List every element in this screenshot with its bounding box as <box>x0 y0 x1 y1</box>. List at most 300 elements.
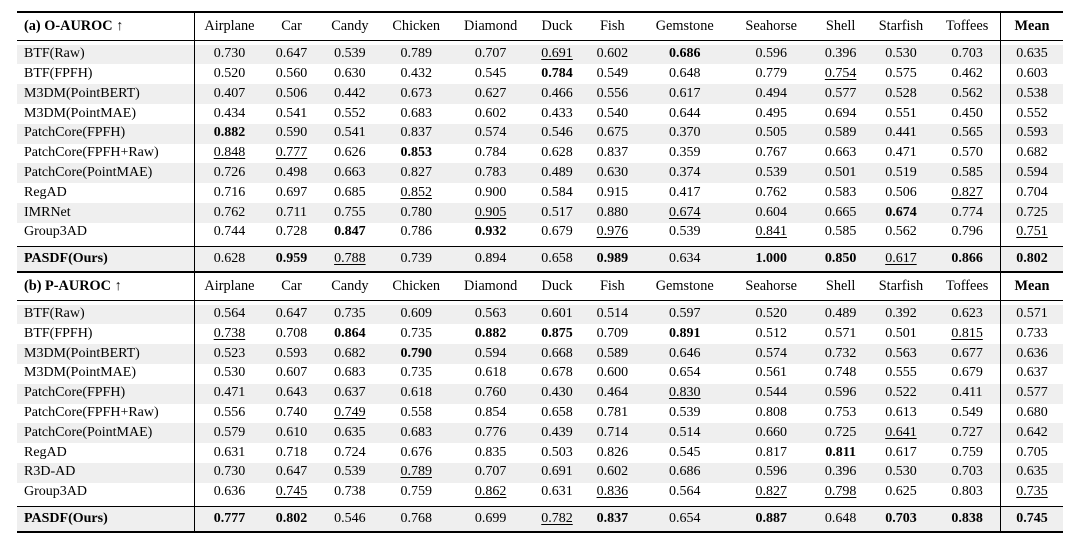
value-cell: 0.905 <box>451 203 529 223</box>
value-cell: 0.674 <box>640 203 729 223</box>
value-cell: 0.520 <box>729 305 813 325</box>
value-cell: 0.594 <box>1001 163 1064 183</box>
value-cell: 0.498 <box>264 163 318 183</box>
value-cell: 0.562 <box>934 84 1000 104</box>
value-cell: 0.432 <box>400 65 432 81</box>
value-cell: 0.630 <box>334 65 366 81</box>
method-cell: PASDF(Ours) <box>17 507 194 532</box>
table-row <box>17 124 1063 144</box>
ours-row <box>17 507 1063 532</box>
value-cell: 0.726 <box>194 163 264 183</box>
value-cell: 0.827 <box>951 184 983 200</box>
header-row <box>17 273 1063 301</box>
value-cell: 0.512 <box>755 325 787 341</box>
value-cell: 0.704 <box>1001 183 1064 203</box>
value-cell: 0.574 <box>729 344 813 364</box>
value-cell: 0.530 <box>213 365 246 381</box>
value-cell: 0.686 <box>640 463 729 483</box>
value-cell: 0.665 <box>813 203 867 223</box>
value-cell: 0.788 <box>319 247 381 272</box>
value-cell: 0.703 <box>934 45 1000 65</box>
value-cell: 0.594 <box>451 344 529 364</box>
value-cell: 0.740 <box>275 405 308 421</box>
value-cell: 0.880 <box>584 203 640 223</box>
value-cell: 0.682 <box>1001 144 1064 164</box>
value-cell: 0.520 <box>213 65 246 81</box>
value-cell: 0.709 <box>596 325 629 341</box>
value-cell: 0.530 <box>868 463 934 483</box>
value-cell: 0.593 <box>1001 124 1064 144</box>
value-cell: 0.522 <box>868 384 934 404</box>
value-cell: 0.836 <box>596 484 629 500</box>
value-cell: 0.370 <box>640 124 729 144</box>
value-cell: 0.514 <box>584 305 640 325</box>
o-auroc-table <box>17 11 1063 273</box>
value-cell: 0.495 <box>755 105 787 121</box>
value-cell: 0.584 <box>541 184 573 200</box>
value-cell: 0.679 <box>951 365 983 381</box>
value-cell: 0.539 <box>319 463 381 483</box>
value-cell: 0.915 <box>596 184 629 200</box>
value-cell: 0.827 <box>381 163 451 183</box>
value-cell: 0.894 <box>451 247 529 272</box>
table-row <box>17 223 1063 243</box>
value-cell: 0.711 <box>264 203 318 223</box>
method-cell: BTF(Raw) <box>17 305 194 325</box>
value-cell: 0.648 <box>813 507 867 532</box>
column-header: Mean <box>1001 273 1064 301</box>
value-cell: 0.552 <box>334 105 366 121</box>
column-header: Car <box>264 273 318 301</box>
value-cell: 0.782 <box>530 507 584 532</box>
value-cell: 0.739 <box>381 247 451 272</box>
table-row <box>17 364 1063 384</box>
value-cell: 0.882 <box>194 124 264 144</box>
method-cell: BTF(FPFH) <box>17 64 194 84</box>
value-cell: 0.417 <box>668 184 701 200</box>
value-cell: 0.745 <box>275 484 308 500</box>
value-cell: 0.660 <box>729 423 813 443</box>
ours-row <box>17 247 1063 272</box>
value-cell: 0.628 <box>541 145 573 161</box>
value-cell: 0.697 <box>275 184 308 200</box>
table-row <box>17 305 1063 325</box>
table-row <box>17 463 1063 483</box>
value-cell: 0.600 <box>596 365 629 381</box>
value-cell: 0.705 <box>1001 443 1064 463</box>
value-cell: 0.623 <box>934 305 1000 325</box>
value-cell: 0.541 <box>275 105 308 121</box>
value-cell: 0.552 <box>1001 104 1064 124</box>
value-cell: 0.837 <box>596 145 629 161</box>
value-cell: 0.514 <box>640 423 729 443</box>
value-cell: 0.596 <box>729 463 813 483</box>
value-cell: 0.544 <box>729 384 813 404</box>
value-cell: 0.626 <box>334 145 366 161</box>
value-cell: 0.561 <box>755 365 787 381</box>
value-cell: 0.558 <box>400 405 432 421</box>
value-cell: 0.441 <box>868 124 934 144</box>
value-cell: 0.658 <box>530 247 584 272</box>
value-cell: 0.875 <box>541 325 573 341</box>
value-cell: 0.562 <box>885 224 917 240</box>
value-cell: 0.571 <box>1001 305 1064 325</box>
value-cell: 0.466 <box>530 84 584 104</box>
value-cell: 0.866 <box>934 247 1000 272</box>
value-cell: 0.748 <box>824 365 857 381</box>
column-header: Chicken <box>381 12 451 41</box>
column-header: Airplane <box>194 273 264 301</box>
value-cell: 0.462 <box>951 65 983 81</box>
value-cell: 0.519 <box>868 163 934 183</box>
method-cell: PatchCore(FPFH+Raw) <box>17 144 194 164</box>
value-cell: 0.932 <box>474 224 507 240</box>
value-cell: 0.610 <box>264 423 318 443</box>
value-cell: 0.802 <box>1001 247 1064 272</box>
value-cell: 0.489 <box>530 163 584 183</box>
value-cell: 0.779 <box>755 65 787 81</box>
value-cell: 0.555 <box>885 365 917 381</box>
value-cell: 0.635 <box>1001 45 1064 65</box>
value-cell: 0.784 <box>474 145 507 161</box>
value-cell: 0.802 <box>264 507 318 532</box>
value-cell: 0.549 <box>596 65 629 81</box>
table-row <box>17 84 1063 104</box>
value-cell: 0.668 <box>530 344 584 364</box>
value-cell: 0.556 <box>213 405 246 421</box>
value-cell: 0.733 <box>1001 324 1064 344</box>
value-cell: 0.530 <box>868 45 934 65</box>
value-cell: 0.556 <box>584 84 640 104</box>
value-cell: 0.781 <box>596 405 629 421</box>
value-cell: 0.815 <box>951 325 983 341</box>
column-header: Gemstone <box>640 273 729 301</box>
value-cell: 0.434 <box>213 105 246 121</box>
column-header: Shell <box>813 12 867 41</box>
value-cell: 0.637 <box>319 384 381 404</box>
value-cell: 0.732 <box>813 344 867 364</box>
value-cell: 0.707 <box>451 463 529 483</box>
table-title: (b) P-AUROC ↑ <box>17 273 194 301</box>
value-cell: 0.735 <box>319 305 381 325</box>
value-cell: 0.674 <box>868 203 934 223</box>
value-cell: 0.597 <box>640 305 729 325</box>
value-cell: 0.601 <box>530 305 584 325</box>
method-cell: M3DM(PointBERT) <box>17 344 194 364</box>
value-cell: 0.501 <box>885 325 917 341</box>
method-cell: BTF(FPFH) <box>17 324 194 344</box>
value-cell: 0.882 <box>474 325 507 341</box>
value-cell: 0.762 <box>755 184 787 200</box>
value-cell: 0.826 <box>596 444 629 460</box>
header-row <box>17 12 1063 41</box>
table-row <box>17 483 1063 503</box>
value-cell: 0.563 <box>868 344 934 364</box>
value-cell: 0.545 <box>668 444 701 460</box>
value-cell: 0.589 <box>584 344 640 364</box>
value-cell: 0.577 <box>1001 384 1064 404</box>
value-cell: 0.647 <box>264 45 318 65</box>
value-cell: 0.433 <box>541 105 573 121</box>
value-cell: 0.683 <box>400 105 432 121</box>
column-header: Starfish <box>868 12 934 41</box>
value-cell: 0.579 <box>194 423 264 443</box>
value-cell: 0.489 <box>813 305 867 325</box>
column-header: Seahorse <box>729 12 813 41</box>
value-cell: 0.617 <box>640 84 729 104</box>
value-cell: 0.708 <box>275 325 308 341</box>
value-cell: 0.850 <box>813 247 867 272</box>
value-cell: 0.617 <box>885 444 917 460</box>
column-header: Diamond <box>451 273 529 301</box>
value-cell: 0.730 <box>194 463 264 483</box>
value-cell: 0.646 <box>640 344 729 364</box>
value-cell: 0.751 <box>1001 223 1064 243</box>
value-cell: 0.538 <box>1001 84 1064 104</box>
value-cell: 0.430 <box>530 384 584 404</box>
column-header: Duck <box>530 273 584 301</box>
table-row <box>17 183 1063 203</box>
value-cell: 0.774 <box>934 203 1000 223</box>
value-cell: 0.618 <box>474 365 507 381</box>
column-header: Fish <box>584 273 640 301</box>
value-cell: 0.501 <box>813 163 867 183</box>
value-cell: 0.754 <box>824 65 857 81</box>
value-cell: 0.777 <box>194 507 264 532</box>
method-cell: IMRNet <box>17 203 194 223</box>
value-cell: 0.635 <box>1001 463 1064 483</box>
column-header: Duck <box>530 12 584 41</box>
value-cell: 0.396 <box>813 463 867 483</box>
value-cell: 0.694 <box>824 105 857 121</box>
table-row <box>17 324 1063 344</box>
value-cell: 0.539 <box>668 224 701 240</box>
value-cell: 0.636 <box>213 484 246 500</box>
value-cell: 0.585 <box>934 163 1000 183</box>
value-cell: 0.808 <box>755 405 787 421</box>
value-cell: 0.603 <box>1001 64 1064 84</box>
value-cell: 0.685 <box>334 184 366 200</box>
value-cell: 0.703 <box>868 507 934 532</box>
value-cell: 0.411 <box>934 384 1000 404</box>
column-header: Seahorse <box>729 273 813 301</box>
value-cell: 0.617 <box>868 247 934 272</box>
method-cell: PatchCore(FPFH+Raw) <box>17 404 194 424</box>
value-cell: 0.682 <box>319 344 381 364</box>
table-row <box>17 104 1063 124</box>
value-cell: 0.835 <box>474 444 507 460</box>
value-cell: 0.523 <box>194 344 264 364</box>
value-cell: 0.663 <box>824 145 857 161</box>
value-cell: 0.593 <box>264 344 318 364</box>
method-cell: M3DM(PointBERT) <box>17 84 194 104</box>
value-cell: 0.563 <box>451 305 529 325</box>
value-cell: 0.841 <box>755 224 787 240</box>
value-cell: 0.718 <box>275 444 308 460</box>
value-cell: 0.648 <box>668 65 701 81</box>
method-cell: PatchCore(PointMAE) <box>17 163 194 183</box>
method-cell: Group3AD <box>17 483 194 503</box>
value-cell: 0.647 <box>264 463 318 483</box>
value-cell: 0.686 <box>640 45 729 65</box>
value-cell: 0.727 <box>934 423 1000 443</box>
value-cell: 0.853 <box>400 145 432 161</box>
value-cell: 0.613 <box>885 405 917 421</box>
value-cell: 0.359 <box>668 145 701 161</box>
value-cell: 0.703 <box>934 463 1000 483</box>
value-cell: 0.847 <box>334 224 366 240</box>
table-title: (a) O-AUROC ↑ <box>17 12 194 41</box>
value-cell: 0.641 <box>868 423 934 443</box>
value-cell: 0.678 <box>541 365 573 381</box>
value-cell: 0.677 <box>934 344 1000 364</box>
column-header: Gemstone <box>640 12 729 41</box>
column-header: Car <box>264 12 318 41</box>
value-cell: 0.679 <box>541 224 573 240</box>
value-cell: 0.755 <box>319 203 381 223</box>
value-cell: 0.762 <box>194 203 264 223</box>
value-cell: 0.838 <box>934 507 1000 532</box>
value-cell: 0.635 <box>319 423 381 443</box>
value-cell: 0.803 <box>951 484 983 500</box>
value-cell: 0.783 <box>451 163 529 183</box>
method-cell: PatchCore(FPFH) <box>17 384 194 404</box>
value-cell: 0.730 <box>194 45 264 65</box>
value-cell: 0.539 <box>668 405 701 421</box>
value-cell: 0.607 <box>275 365 308 381</box>
value-cell: 0.585 <box>824 224 857 240</box>
column-header: Toffees <box>934 12 1000 41</box>
value-cell: 1.000 <box>729 247 813 272</box>
value-cell: 0.506 <box>885 184 917 200</box>
value-cell: 0.642 <box>1001 423 1064 443</box>
value-cell: 0.663 <box>319 163 381 183</box>
value-cell: 0.503 <box>541 444 573 460</box>
value-cell: 0.439 <box>530 423 584 443</box>
value-cell: 0.506 <box>264 84 318 104</box>
value-cell: 0.494 <box>729 84 813 104</box>
value-cell: 0.634 <box>640 247 729 272</box>
table-row <box>17 203 1063 223</box>
method-cell: BTF(Raw) <box>17 45 194 65</box>
value-cell: 0.571 <box>824 325 857 341</box>
value-cell: 0.564 <box>194 305 264 325</box>
value-cell: 0.602 <box>474 105 507 121</box>
value-cell: 0.602 <box>584 45 640 65</box>
value-cell: 0.570 <box>951 145 983 161</box>
value-cell: 0.673 <box>381 84 451 104</box>
value-cell: 0.546 <box>319 507 381 532</box>
value-cell: 0.545 <box>474 65 507 81</box>
value-cell: 0.654 <box>640 507 729 532</box>
value-cell: 0.798 <box>824 484 857 500</box>
value-cell: 0.989 <box>584 247 640 272</box>
value-cell: 0.789 <box>381 45 451 65</box>
value-cell: 0.596 <box>729 45 813 65</box>
value-cell: 0.767 <box>755 145 787 161</box>
value-cell: 0.450 <box>951 105 983 121</box>
method-cell: M3DM(PointMAE) <box>17 104 194 124</box>
value-cell: 0.777 <box>275 145 308 161</box>
value-cell: 0.707 <box>451 45 529 65</box>
value-cell: 0.407 <box>194 84 264 104</box>
value-cell: 0.776 <box>451 423 529 443</box>
value-cell: 0.644 <box>668 105 701 121</box>
value-cell: 0.471 <box>885 145 917 161</box>
value-cell: 0.691 <box>530 463 584 483</box>
value-cell: 0.749 <box>334 405 366 421</box>
column-header: Airplane <box>194 12 264 41</box>
value-cell: 0.609 <box>381 305 451 325</box>
value-cell: 0.631 <box>213 444 246 460</box>
value-cell: 0.976 <box>596 224 629 240</box>
value-cell: 0.699 <box>451 507 529 532</box>
value-cell: 0.790 <box>381 344 451 364</box>
value-cell: 0.625 <box>885 484 917 500</box>
method-cell: PASDF(Ours) <box>17 247 194 272</box>
value-cell: 0.442 <box>319 84 381 104</box>
value-cell: 0.564 <box>668 484 701 500</box>
value-cell: 0.714 <box>584 423 640 443</box>
value-cell: 0.596 <box>813 384 867 404</box>
value-cell: 0.560 <box>275 65 308 81</box>
value-cell: 0.539 <box>729 163 813 183</box>
method-cell: PatchCore(PointMAE) <box>17 423 194 443</box>
value-cell: 0.540 <box>596 105 629 121</box>
value-cell: 0.830 <box>640 384 729 404</box>
column-header: Shell <box>813 273 867 301</box>
value-cell: 0.602 <box>584 463 640 483</box>
value-cell: 0.759 <box>951 444 983 460</box>
table-row <box>17 45 1063 65</box>
method-cell: M3DM(PointMAE) <box>17 364 194 384</box>
column-header: Mean <box>1001 12 1064 41</box>
value-cell: 0.753 <box>824 405 857 421</box>
value-cell: 0.789 <box>381 463 451 483</box>
value-cell: 0.891 <box>668 325 701 341</box>
value-cell: 0.637 <box>1001 364 1064 384</box>
value-cell: 0.887 <box>729 507 813 532</box>
value-cell: 0.631 <box>541 484 573 500</box>
method-cell: R3D-AD <box>17 463 194 483</box>
column-header: Toffees <box>934 273 1000 301</box>
value-cell: 0.676 <box>400 444 432 460</box>
value-cell: 0.675 <box>584 124 640 144</box>
value-cell: 0.683 <box>381 423 451 443</box>
value-cell: 0.680 <box>1001 404 1064 424</box>
value-cell: 0.768 <box>381 507 451 532</box>
column-header: Starfish <box>868 273 934 301</box>
value-cell: 0.392 <box>868 305 934 325</box>
method-cell: RegAD <box>17 183 194 203</box>
table-row <box>17 404 1063 424</box>
value-cell: 0.827 <box>755 484 787 500</box>
value-cell: 0.575 <box>885 65 917 81</box>
value-cell: 0.636 <box>1001 344 1064 364</box>
value-cell: 0.541 <box>319 124 381 144</box>
value-cell: 0.551 <box>885 105 917 121</box>
value-cell: 0.725 <box>813 423 867 443</box>
table-row <box>17 443 1063 463</box>
value-cell: 0.647 <box>264 305 318 325</box>
method-cell: Group3AD <box>17 223 194 243</box>
value-cell: 0.630 <box>584 163 640 183</box>
value-cell: 0.691 <box>530 45 584 65</box>
value-cell: 0.683 <box>334 365 366 381</box>
value-cell: 0.744 <box>213 224 246 240</box>
value-cell: 0.471 <box>194 384 264 404</box>
value-cell: 0.577 <box>813 84 867 104</box>
